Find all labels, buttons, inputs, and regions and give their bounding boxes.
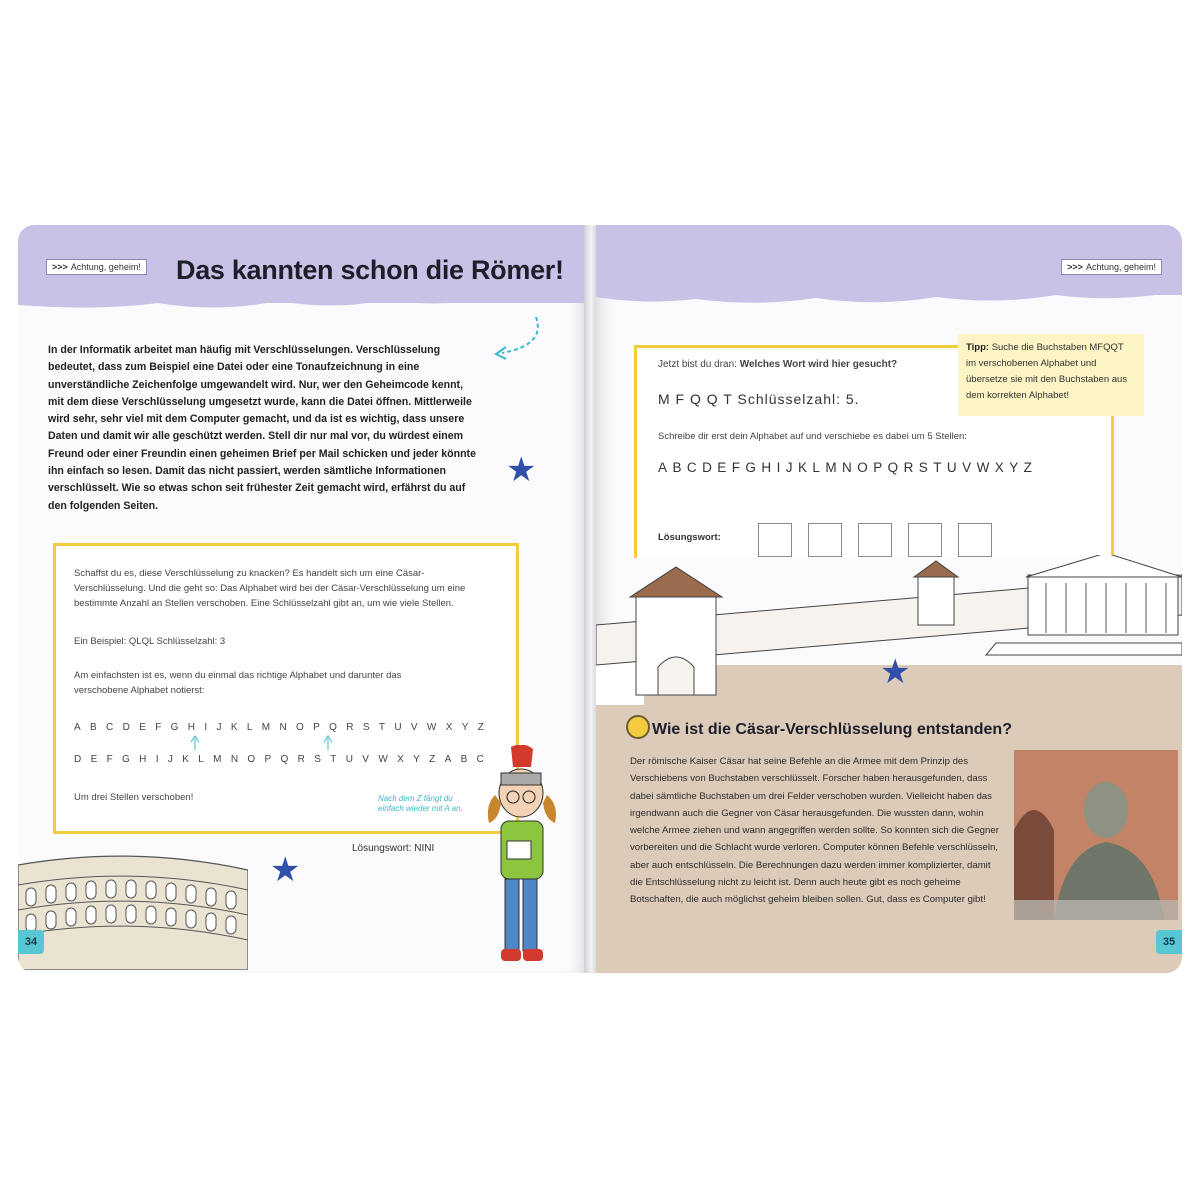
box-paragraph-2: Am einfachsten ist es, wenn du einmal das richtige Alphabet und darunter das verschobene Alphabet notierst: [74, 670, 402, 696]
alphabet-letter: L [246, 722, 253, 733]
alphabet-letter: H [187, 722, 196, 733]
shift-note: Um drei Stellen verschoben! [74, 792, 194, 803]
alphabet-letter: F [731, 460, 740, 475]
shifted-letter: T [330, 754, 337, 765]
handwritten-note: Nach dem Z fängt du einfach wieder mit A an. [378, 794, 463, 813]
shifted-letter: H [139, 754, 147, 765]
shifted-letter: A [444, 754, 452, 765]
answer-box-1[interactable] [758, 523, 792, 557]
star-icon: ★ [880, 653, 911, 691]
section-tag [46, 259, 147, 275]
alphabet-letter: D [122, 722, 130, 733]
example-line: Ein Beispiel: QLQL Schlüsselzahl: 3 [74, 636, 226, 647]
shifted-letter: M [213, 754, 222, 765]
shifted-letter: D [74, 754, 82, 765]
alphabet-letter: N [279, 722, 287, 733]
alphabet-letter: O [857, 460, 868, 475]
shifted-letter: Q [280, 754, 289, 765]
alphabet-letter: F [155, 722, 162, 733]
shifted-letter: W [378, 754, 388, 765]
page-number: 35 [1156, 930, 1182, 954]
alphabet-letter: D [702, 460, 712, 475]
tag-arrow: >>> [52, 262, 68, 272]
shifted-letter: L [198, 754, 204, 765]
alphabet-letter: Q [329, 722, 337, 733]
tip-label: Tipp: [966, 342, 990, 353]
shifted-letter: Y [413, 754, 420, 765]
alphabet-letter: C [106, 722, 114, 733]
alphabet-row [658, 460, 1032, 475]
answer-box-2[interactable] [808, 523, 842, 557]
tip-note [958, 334, 1144, 416]
question-text: Welches Wort wird hier gesucht? [739, 359, 898, 370]
body-text: Der römische Kaiser Cäsar hat seine Befehle an die Armee mit dem Prinzip des Verschiebens von Buchstaben verschlüsselt. Forscher haben herausgefunden, dass dabei sämtliche Buchstaben um drei Felder verschoben wurden. Vielleicht haben das irgendwann auch die Gegner von Cäsar herausgefunden. Die wussten dann, wohin welche Armee ziehen und wann angegriffen werden sollte. So konnten sich die Gegner vorbereiten und die Schlacht wurde verloren. Computer können Befehle verschlüsseln, aber auch entschlüsseln. Die Berechnungen dazu werden immer komplizierter, damit die Entschlüsselung nicht zu leicht ist. Denn auch heute gibt es noch geheime Botschaften, die auch möglichst geheim bleiben sollen. Gut, dass es Computer gibt! [630, 756, 999, 906]
alphabet-letter: Q [887, 460, 899, 475]
solution-word: Lösungswort: NINI [352, 843, 435, 854]
shifted-letter: V [362, 754, 369, 765]
example-box [53, 543, 519, 834]
alphabet-letter: V [962, 460, 972, 475]
alphabet-letter: U [394, 722, 402, 733]
answer-label: Lösungswort: [658, 532, 721, 543]
colosseum-illustration [18, 850, 248, 970]
section-tag [1061, 259, 1162, 275]
alphabet-letter: T [933, 460, 942, 475]
alphabet-letter: L [812, 460, 820, 475]
question-prefix: Jetzt bist du dran: [658, 359, 737, 370]
question [658, 359, 897, 370]
alphabet-letter: B [90, 722, 97, 733]
alphabet-letter: E [717, 460, 727, 475]
alphabet-letter: S [918, 460, 928, 475]
shifted-letter: K [182, 754, 189, 765]
right-page [596, 225, 1182, 973]
cipher-text: M F Q Q T Schlüsselzahl: 5. [658, 391, 860, 407]
tag-label: Achtung, geheim! [70, 262, 141, 272]
alphabet-letter: V [410, 722, 418, 733]
shifted-letter: Z [429, 754, 436, 765]
alphabet-letter: J [785, 460, 793, 475]
shifted-letter: I [155, 754, 159, 765]
shifted-letter: F [106, 754, 113, 765]
alphabet-letter: R [903, 460, 914, 475]
alphabet-letter: R [346, 722, 354, 733]
box-paragraph: Schaffst du es, diese Verschlüsselung zu knacken? Es handelt sich um eine Cäsar-Verschlüsselung. Und die geht so: Das Alphabet wird bei der Cäsar-Verschlüsselung um eine bestimmte Anzahl an Stellen verschoben. Eine Schlüsselzahl gibt an, um wie viele Stellen. [74, 568, 466, 609]
alphabet-letter: E [139, 722, 146, 733]
alphabet-letter: C [686, 460, 697, 475]
answer-box-3[interactable] [858, 523, 892, 557]
caesar-statue-photo [1014, 750, 1178, 920]
alphabet-letter: G [170, 722, 179, 733]
section-title: Wie ist die Cäsar-Verschlüsselung entstanden? [652, 721, 1012, 738]
instruction: Schreibe dir erst dein Alphabet auf und verschiebe es dabei um 5 Stellen: [658, 431, 967, 442]
answer-box-4[interactable] [908, 523, 942, 557]
shifted-letter: C [476, 754, 484, 765]
dashed-arrow-icon [488, 315, 548, 375]
alphabet-letter: X [994, 460, 1004, 475]
star-icon: ★ [270, 851, 301, 889]
shifted-letter: N [230, 754, 239, 765]
shifted-letter: B [460, 754, 468, 765]
page-title: Das kannten schon die Römer! [176, 255, 564, 285]
tag-label: Achtung, geheim! [1085, 262, 1156, 272]
intro-text: In der Informatik arbeitet man häufig mit Verschlüsselungen. Verschlüsselung bedeutet, dass zum Beispiel eine Datei oder eine Tonaufzeichnung in eine unverständliche Zeichenfolge umgewandelt wird. Nur, wer den Geheimcode kennt, mit dem diese Verschlüsselung umgesetzt wurde, kann die Datei öffnen. Mittlerweile wird sehr, sehr viel mit dem Computer gemacht, und da ist es wichtig, dass unsere Daten und damit wir alle geschützt werden. Stell dir nur mal vor, du würdest einem Freund oder einer Freundin einen geheimen Brief per Mail schicken und jeder könnte ihn einfach so lesen. Damit das nicht passiert, werden sämtliche Informationen verschlüsselt. Wie so etwas schon seit frühester Zeit gemacht wird, erfährst du auf den folgenden Seiten. [48, 344, 476, 512]
shifted-letter: O [247, 754, 256, 765]
answer-box-5[interactable] [958, 523, 992, 557]
open-book [18, 225, 1182, 973]
alphabet-letter: I [204, 722, 208, 733]
alphabet-letter: N [842, 460, 852, 475]
alphabet-letter: Z [477, 722, 484, 733]
alphabet-letter: A [74, 722, 81, 733]
shifted-letter: J [167, 754, 173, 765]
alphabet-letter: M [261, 722, 271, 733]
alphabet-letter: W [426, 722, 437, 733]
shifted-letter: R [297, 754, 305, 765]
alphabet-letter: A [658, 460, 668, 475]
girl-illustration [473, 745, 568, 970]
shifted-letter: P [264, 754, 272, 765]
alphabet-letter: Y [1009, 460, 1019, 475]
tag-arrow: >>> [1067, 262, 1083, 272]
alphabet-letter: G [745, 460, 756, 475]
tip-text: Suche die Buchstaben MFQQT im verschobenen Alphabet und übersetze sie mit den Buchstaben aus dem korrekten Alphabet! [966, 342, 1128, 401]
alphabet-letter: Y [461, 722, 469, 733]
alphabet-letter: B [672, 460, 682, 475]
page-number: 34 [18, 930, 44, 954]
alphabet-letter: H [761, 460, 772, 475]
alphabet-letter: J [216, 722, 222, 733]
star-icon: ★ [506, 451, 537, 489]
shifted-letter: X [397, 754, 404, 765]
shifted-letter: E [90, 754, 98, 765]
alphabet-letter: X [445, 722, 453, 733]
shifted-letter: U [345, 754, 353, 765]
alphabet-letter: M [825, 460, 837, 475]
alphabet-letter: O [296, 722, 304, 733]
detective-icon [626, 715, 650, 739]
alphabet-letter: U [946, 460, 957, 475]
shift-arrows [56, 732, 516, 756]
alphabet-letter: K [797, 460, 807, 475]
alphabet-letter: P [313, 722, 320, 733]
shifted-letter: S [314, 754, 321, 765]
left-page [18, 225, 586, 973]
alphabet-letter: W [976, 460, 990, 475]
alphabet-letter: Z [1023, 460, 1032, 475]
alphabet-letter: S [362, 722, 370, 733]
alphabet-letter: P [873, 460, 883, 475]
alphabet-letter: T [378, 722, 385, 733]
alphabet-letter: I [776, 460, 781, 475]
alphabet-letter: K [230, 722, 238, 733]
shifted-letter: G [122, 754, 130, 765]
